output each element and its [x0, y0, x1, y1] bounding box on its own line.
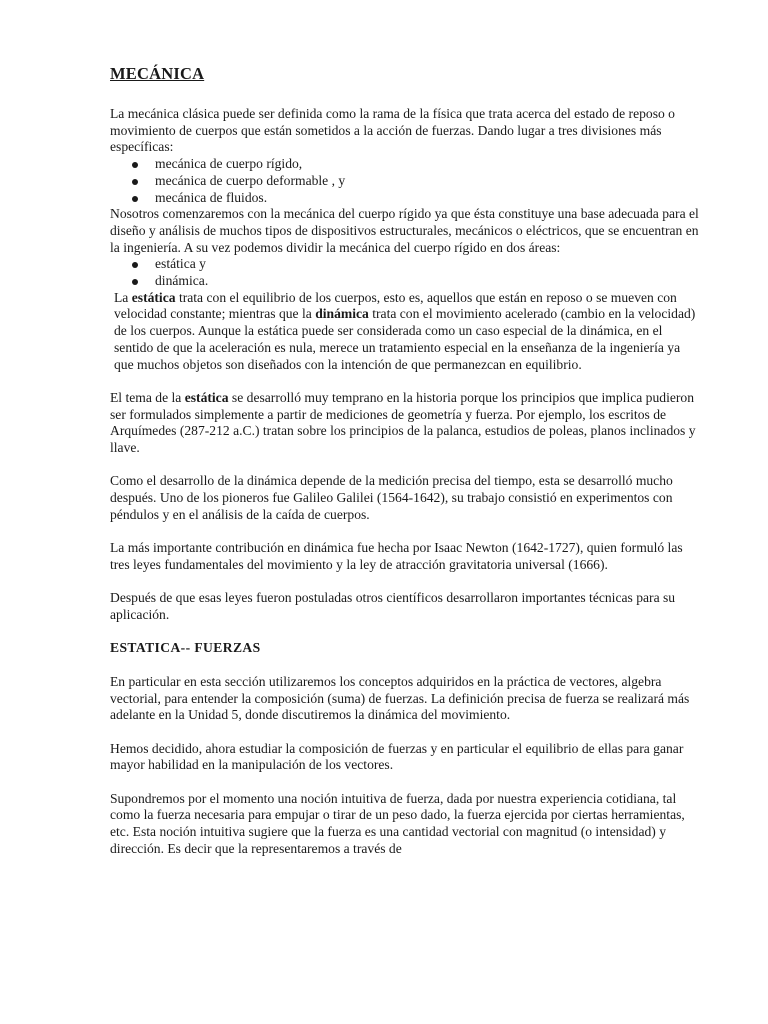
list-item: mecánica de cuerpo rígido,	[110, 156, 700, 173]
text-run: trata con el equilibrio de los cuerpos, esto es, aquellos que están en reposo o se mueven con velocidad constante; mientras que la	[114, 289, 677, 322]
text-run: trata con el movimiento acelerado (cambio en la velocidad) de los cuerpos. Aunque la estática puede ser considerada como un caso especial de la dinámica, en el sentido de que la aceleración es nula, merece un tratamiento especial en la enseñanza de la ingeniería ya que muchos objetos son diseñados con la intención de que permanezcan en equilibrio.	[114, 306, 696, 372]
intro-paragraph: La mecánica clásica puede ser definida como la rama de la física que trata acerca del estado de reposo o movimiento de cuerpos que están sometidos a la acción de fuerzas. Dando lugar a tres divisiones más específicas:	[110, 106, 675, 155]
document-page	[110, 64, 700, 858]
text-run: se desarrolló muy temprano en la historia porque los principios que implica pudieron ser formulados simplemente a partir de mediciones de geometría y fuerza. Por ejemplo, los escritos de Arquímedes (287-212 a.C.) tratan sobre los principios de la palanca, estudios de poleas, planos inclinados y llave.	[110, 389, 696, 456]
history-paragraph	[110, 390, 700, 457]
statics-paragraph	[110, 290, 700, 374]
section-heading: ESTATICA-- FUERZAS	[110, 640, 261, 656]
dynamics-paragraph: Como el desarrollo de la dinámica depende de la medición precisa del tiempo, esta se desarrolló mucho después. Uno de los pioneros fue Galileo Galilei (1564-1642), su trabajo consistió en experimentos con péndulos y en el análisis de la caída de cuerpos.	[110, 473, 673, 522]
bold-term: dinámica	[315, 306, 369, 322]
list-item: dinámica.	[110, 273, 700, 290]
after-paragraph: Después de que esas leyes fueron postuladas otros científicos desarrollaron importantes técnicas para su aplicación.	[110, 590, 676, 623]
divisions-list	[110, 156, 700, 206]
section-paragraph-1: En particular en esta sección utilizaremos los conceptos adquiridos en la práctica de vectores, algebra vectorial, para entender la composición (suma) de fuerzas. La definición precisa de fuerza se realizará más adelante en la Unidad 5, donde discutiremos la dinámica del movimiento.	[110, 673, 690, 723]
list-item: estática y	[110, 256, 700, 273]
list-item: mecánica de cuerpo deformable , y	[110, 173, 700, 190]
bold-term: estática	[184, 389, 229, 405]
newton-paragraph: La más importante contribución en dinámica fue hecha por Isaac Newton (1642-1727), quien formuló las tres leyes fundamentales del movimiento y la ley de atracción gravitatoria universal (1666).	[110, 540, 683, 572]
text-run: El tema de la	[110, 389, 185, 405]
rigid-body-paragraph: Nosotros comenzaremos con la mecánica del cuerpo rígido ya que ésta constituye una base adecuada para el diseño y análisis de muchos tipos de dispositivos estructurales, mecánicos o eléctricos, que se encuentran en la ingeniería. A su vez podemos dividir la mecánica del cuerpo rígido en dos áreas:	[110, 206, 699, 255]
list-item: mecánica de fluidos.	[110, 190, 700, 207]
text-run: La	[114, 289, 132, 305]
section-paragraph-2: Hemos decidido, ahora estudiar la composición de fuerzas y en particular el equilibrio de ellas para ganar mayor habilidad en la manipulación de los vectores.	[110, 740, 684, 773]
bold-term: estática	[131, 289, 176, 305]
section-paragraph-3: Supondremos por el momento una noción intuitiva de fuerza, dada por nuestra experiencia cotidiana, tal como la fuerza necesaria para empujar o tirar de un peso dado, la fuerza ejercida por ciertas herramientas, etc. Esta noción intuitiva sugiere que la fuerza es una cantidad vectorial con magnitud (o intensidad) y dirección. Es decir que la representaremos a través de	[110, 790, 685, 856]
areas-list	[110, 256, 700, 289]
page-title: MECÁNICA	[110, 64, 205, 83]
